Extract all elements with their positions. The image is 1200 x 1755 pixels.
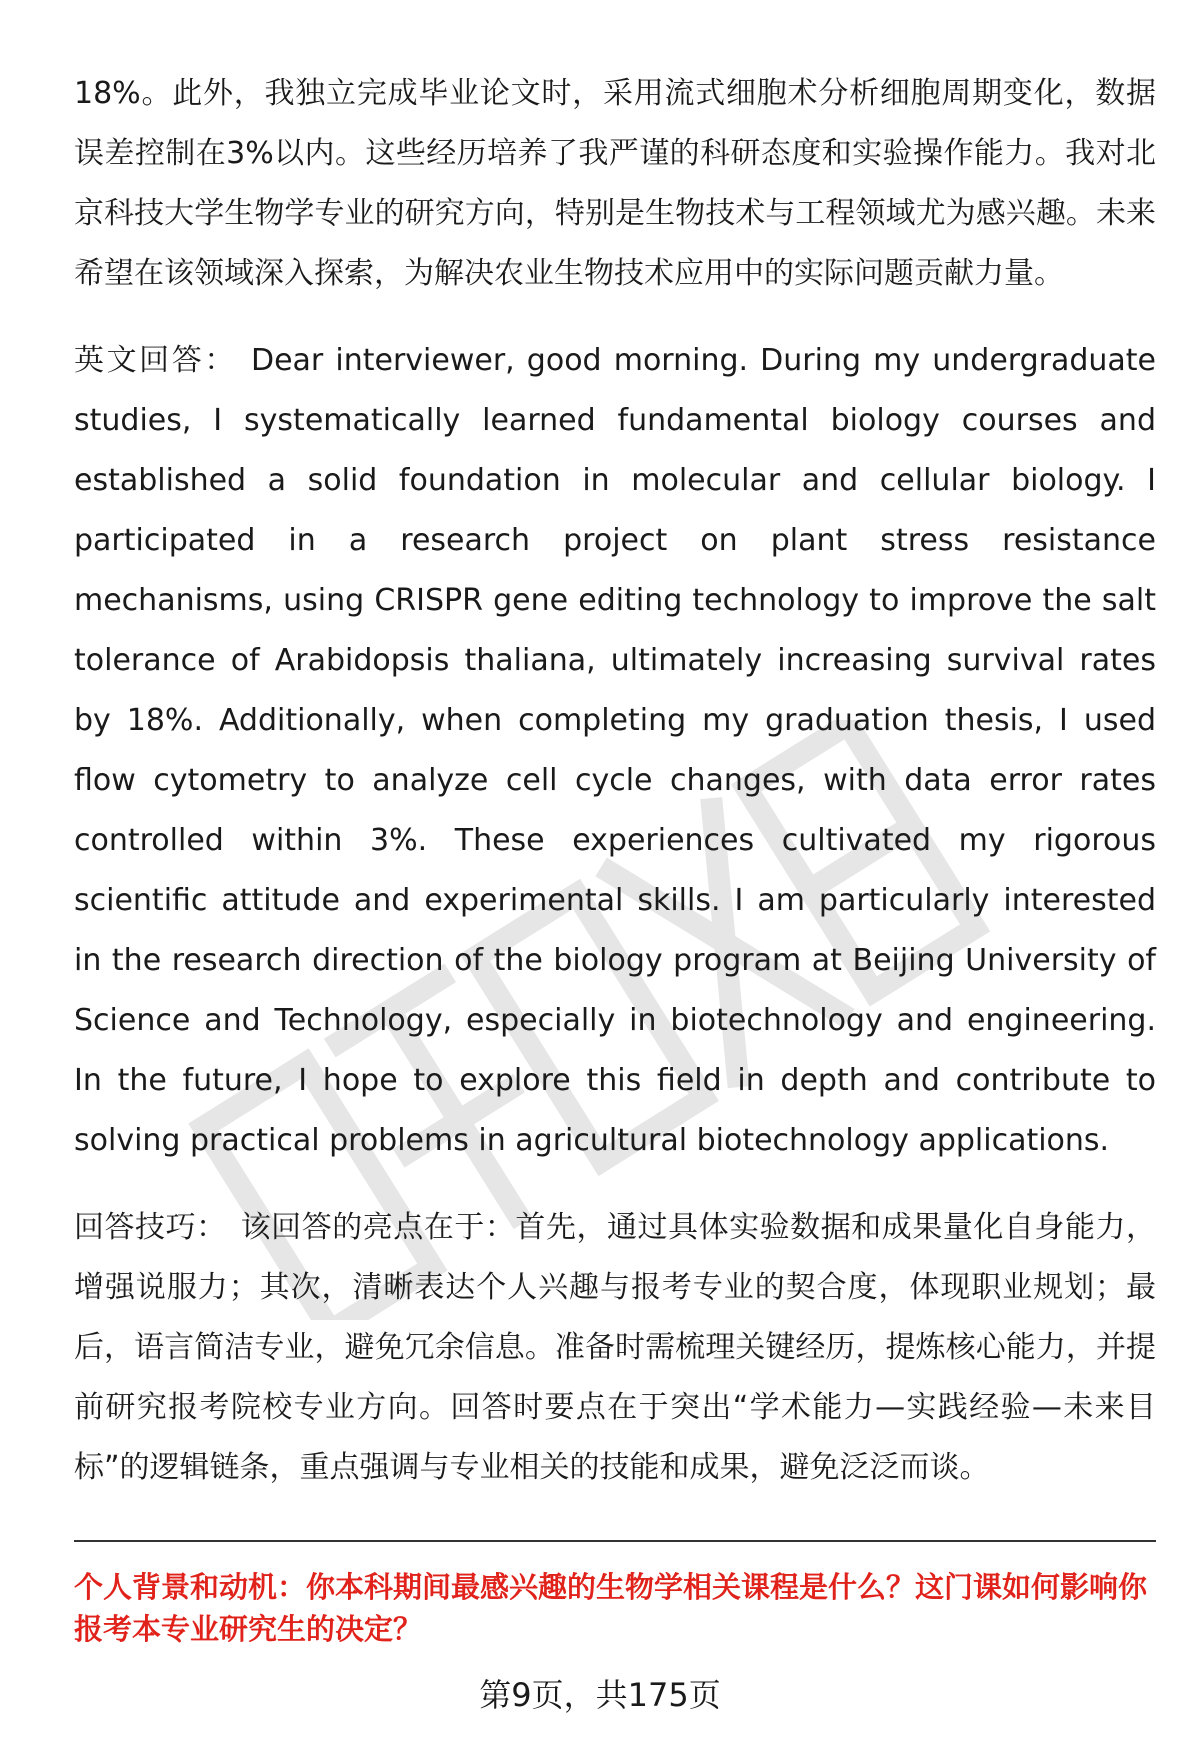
english-answer (74, 331, 1156, 1171)
main-content (74, 64, 1156, 1498)
next-question-heading: 个人背景和动机：你本科期间最感兴趣的生物学相关课程是什么？这门课如何影响你报考本专业研究生的决定？ (74, 1570, 1148, 1646)
english-answer-text: Dear interviewer, good morning. During my undergraduate studies, I systematically learned fundamental biology courses and established a solid foundation in molecular and cellular biology. I participated in a research project on plant stress resistance mechanisms, using CRISPR gene editing technology to improve the salt tolerance of Arabidopsis thaliana, ultimately increasing survival rates by 18%. Additionally, when completing my graduation thesis, I used flow cytometry to analyze cell cycle changes, with data error rates controlled within 3%. These experiences cultivated my rigorous scientific attitude and experimental skills. I am particularly interested in the research direction of the biology program at Beijing University of Science and Technology, especially in biotechnology and engineering. In the future, I hope to explore this field in depth and contribute to solving practical problems in agricultural biotechnology applications. (74, 343, 1157, 1158)
section-divider (74, 1540, 1156, 1542)
chinese-answer-continuation: 18%。此外，我独立完成毕业论文时，采用流式细胞术分析细胞周期变化，数据误差控制在3%以内。这些经历培养了我严谨的科研态度和实验操作能力。我对北京科技大学生物学专业的研究方向，特别是生物技术与工程领域尤为感兴趣。未来希望在该领域深入探索，为解决农业生物技术应用中的实际问题贡献力量。 (74, 76, 1156, 291)
answer-tips-label: 回答技巧： (74, 1210, 227, 1245)
answer-tips-text: 该回答的亮点在于：首先，通过具体实验数据和成果量化自身能力，增强说服力；其次，清晰表达个人兴趣与报考专业的契合度，体现职业规划；最后，语言简洁专业，避免冗余信息。准备时需梳理关键经历，提炼核心能力，并提前研究报考院校专业方向。回答时要点在于突出“学术能力—实践经验—未来目标”的逻辑链条，重点强调与专业相关的技能和成果，避免泛泛而谈。 (74, 1210, 1157, 1485)
page-number-footer: 第9页，共175页 (479, 1676, 721, 1714)
english-answer-label: 英文回答： (74, 343, 237, 378)
answer-tips (74, 1198, 1156, 1498)
